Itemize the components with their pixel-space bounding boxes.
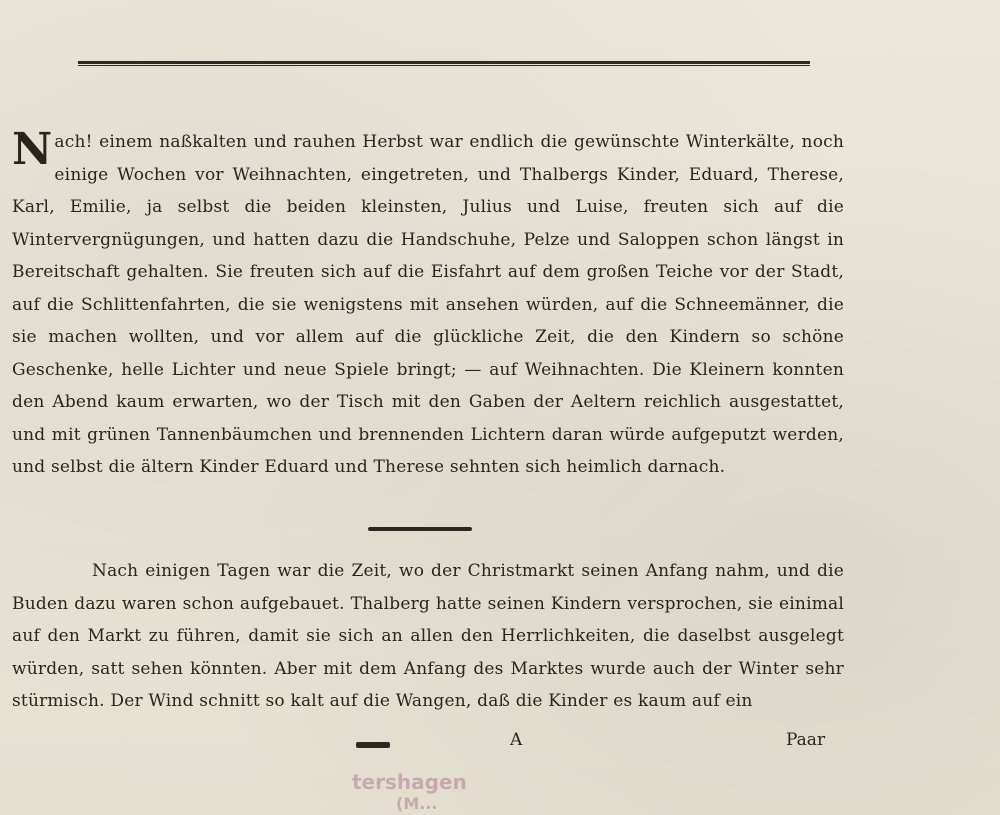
signature-mark: A: [510, 730, 523, 750]
section-divider: [368, 527, 472, 531]
page-footer: [0, 730, 1000, 762]
paragraph-2: Nach einigen Tagen war die Zeit, wo der Christmarkt seinen Anfang nahm, und die Buden dazu waren schon aufgebauet. Thalberg hatte seinen Kindern versprochen, sie einimal auf den Markt zu führen, damit sie sich an allen den Herrlichkeiten, die daselbst ausgelegt würden, satt sehen könnten. Aber mit dem Anfang des Marktes wurde auch der Winter sehr stürmisch. Der Wind schnitt so kalt auf die Wangen, daß die Kinder es kaum auf ein: [12, 561, 844, 711]
catchword: Paar: [786, 730, 826, 750]
top-rule: [78, 61, 810, 66]
ink-mark: [356, 742, 390, 748]
library-stamp-line-2: (M...: [396, 794, 438, 813]
paragraph-1: [12, 126, 844, 484]
library-stamp: [352, 770, 532, 814]
paragraph-1-text: ach! einem naßkalten und rauhen Herbst war endlich die gewünschte Winterkälte, noch einige Wochen vor Weihnachten, eingetreten, und Thalbergs Kinder, Eduard, Therese, Karl, Emilie, ja selbst die beiden kleinsten, Julius und Luise, freuten sich auf die Wintervergnügungen, und hatten dazu die Handschuhe, Pelze und Saloppen schon längst in Bereitschaft gehalten. Sie freuten sich auf die Eisfahrt auf dem großen Teiche vor der Stadt, auf die Schlittenfahrten, die sie wenigstens mit ansehen würden, auf die Schneemänner, die sie machen wollten, und vor allem auf die glückliche Zeit, die den Kindern so schöne Geschenke, helle Lichter und neue Spiele bringt; — auf Weihnachten. Die Kleinern konnten den Abend kaum erwarten, wo der Tisch mit den Gaben der Aeltern reichlich ausgestattet, und mit grünen Tannenbäumchen und brennenden Lichtern daran würde aufgeputzt werden, und selbst die ältern Kinder Eduard und Therese sehnten sich heimlich darnach.: [12, 132, 844, 477]
drop-initial: N: [12, 124, 53, 175]
library-stamp-line-1: tershagen: [352, 770, 467, 794]
